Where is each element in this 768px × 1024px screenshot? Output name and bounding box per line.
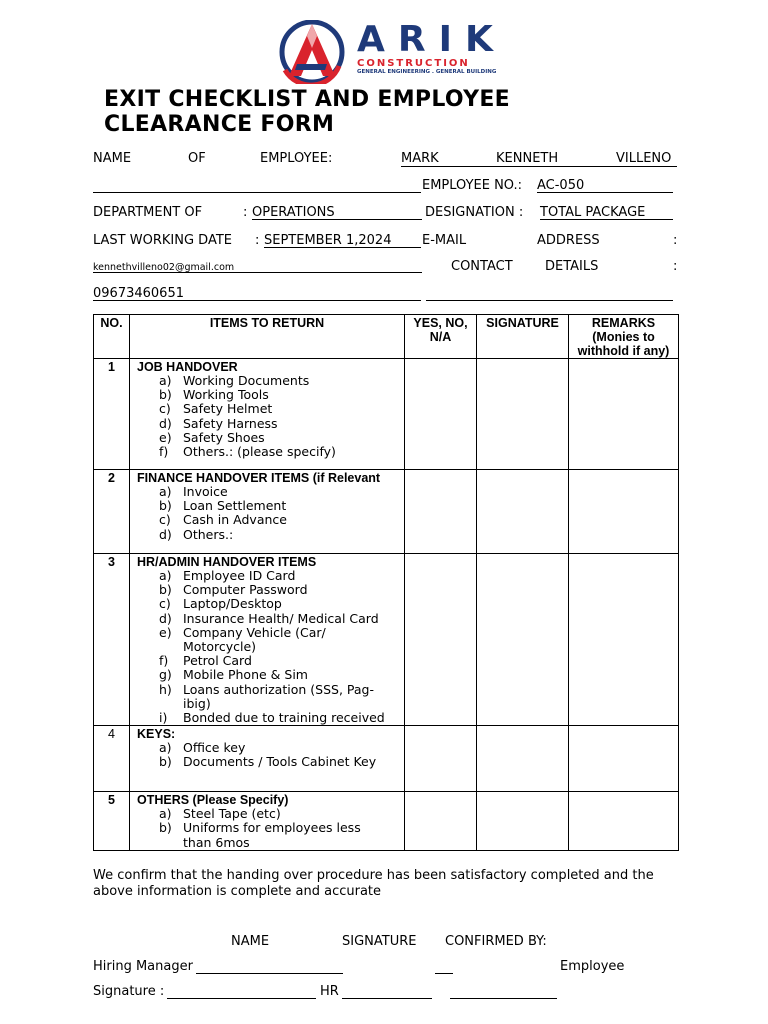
list-item: a) Invoice <box>159 484 228 499</box>
form-title <box>104 87 510 137</box>
clearance-table <box>93 314 679 851</box>
row-items <box>130 792 405 851</box>
sign-name-header: NAME <box>231 934 270 949</box>
company-logo-name: ARIK <box>357 19 506 60</box>
yes-no-cell[interactable] <box>405 792 477 851</box>
section-title: OTHERS (Please Specify) <box>137 793 289 808</box>
company-logo-mark <box>279 20 349 84</box>
remarks-cell[interactable] <box>569 359 679 470</box>
hr-signature-line[interactable] <box>450 998 557 999</box>
item-list <box>137 374 404 459</box>
section-title: FINANCE HANDOVER ITEMS (if Relevant <box>137 471 381 485</box>
col-header-signature: SIGNATURE <box>477 315 569 359</box>
list-item: a) Working Documents <box>159 373 310 388</box>
blank-line-2 <box>426 300 673 301</box>
designation-label: DESIGNATION : <box>425 205 524 220</box>
yes-no-cell[interactable] <box>405 726 477 792</box>
signature-label: Signature : <box>93 984 165 999</box>
last-working-date-value: SEPTEMBER 1,2024 <box>264 233 392 248</box>
yes-no-cell[interactable] <box>405 470 477 554</box>
remarks-cell[interactable] <box>569 726 679 792</box>
form-title-line-2: CLEARANCE FORM <box>104 112 335 137</box>
list-item: b) Documents / Tools Cabinet Key <box>159 754 377 770</box>
name-label-1: NAME <box>93 151 132 166</box>
employee-no-value: AC-050 <box>537 178 585 193</box>
email-value: kennethvilleno02@gmail.com <box>93 262 235 273</box>
contact-colon: : <box>673 259 678 274</box>
signature-cell[interactable] <box>477 554 569 726</box>
form-title-line-1: EXIT CHECKLIST AND EMPLOYEE <box>104 87 510 112</box>
remarks-cell[interactable] <box>569 792 679 851</box>
yes-no-cell[interactable] <box>405 359 477 470</box>
yes-no-cell[interactable] <box>405 554 477 726</box>
row-number: 1 <box>94 359 130 470</box>
row-items <box>130 359 405 470</box>
signature-cell[interactable] <box>477 470 569 554</box>
list-item: b) Uniforms for employees less than 6mos <box>159 820 361 850</box>
list-item: a) Employee ID Card <box>159 568 296 583</box>
list-item: c) Laptop/Desktop <box>159 596 282 612</box>
table-row <box>94 726 679 792</box>
signature-cell[interactable] <box>477 792 569 851</box>
row-items <box>130 470 405 554</box>
hiring-manager-name-line[interactable] <box>196 973 343 974</box>
list-item: f) Others.: (please specify) <box>159 444 336 460</box>
row-number: 4 <box>94 726 130 792</box>
department-label: DEPARTMENT OF <box>93 205 203 220</box>
email-colon: : <box>673 233 678 248</box>
sign-confirmed-by-header: CONFIRMED BY: <box>445 934 547 949</box>
item-list <box>137 569 404 725</box>
list-item: d) Safety Harness <box>159 415 278 431</box>
item-list <box>137 807 404 850</box>
hr-name-line[interactable] <box>342 998 432 999</box>
row-number: 2 <box>94 470 130 554</box>
blank-line <box>93 192 421 193</box>
col-header-items: ITEMS TO RETURN <box>130 315 405 359</box>
contact-label-2: DETAILS <box>545 259 599 274</box>
contact-label-1: CONTACT <box>451 259 513 274</box>
list-item: g) Mobile Phone & Sim <box>159 667 308 683</box>
contact-value: 09673460651 <box>93 286 184 301</box>
col-header-remarks: REMARKS (Monies to withhold if any) <box>569 315 679 359</box>
list-item: d) Others.: <box>159 526 234 542</box>
section-title: HR/ADMIN HANDOVER ITEMS <box>137 555 317 569</box>
name-label-2: OF <box>188 151 206 166</box>
department-value: OPERATIONS <box>252 205 335 220</box>
department-colon: : <box>243 205 248 220</box>
remarks-cell[interactable] <box>569 554 679 726</box>
list-item: e) Safety Shoes <box>159 429 265 445</box>
list-item: d) Insurance Health/ Medical Card <box>159 610 379 626</box>
item-list <box>137 485 404 542</box>
employee-name-part-2: KENNETH <box>496 151 559 166</box>
list-item: b) Computer Password <box>159 582 308 598</box>
list-item: i) Bonded due to training received <box>159 710 385 726</box>
email-label-2: ADDRESS <box>537 233 600 248</box>
signature-line[interactable] <box>167 998 316 999</box>
section-title: JOB HANDOVER <box>137 360 238 374</box>
list-item: f) Petrol Card <box>159 653 252 669</box>
signature-cell[interactable] <box>477 726 569 792</box>
employee-name-part-3: VILLENO <box>616 151 672 166</box>
remarks-cell[interactable] <box>569 470 679 554</box>
list-item: b) Loan Settlement <box>159 498 287 514</box>
table-row <box>94 470 679 554</box>
row-items <box>130 554 405 726</box>
hr-label: HR <box>320 984 339 999</box>
employee-no-label: EMPLOYEE NO.: <box>422 178 523 193</box>
table-row <box>94 792 679 851</box>
company-logo-tagline: CONSTRUCTION <box>357 58 470 69</box>
table-row <box>94 554 679 726</box>
list-item: e) Company Vehicle (Car/ Motorcycle) <box>159 624 326 655</box>
company-logo-subtagline: GENERAL ENGINEERING . GENERAL BUILDING <box>357 69 497 75</box>
confirmation-statement: We confirm that the handing over procedure has been satisfactory completed and the above information is complete and accurate <box>93 868 654 899</box>
list-item: c) Cash in Advance <box>159 512 287 528</box>
table-header-row <box>94 315 679 359</box>
last-working-date-colon: : <box>255 233 260 248</box>
list-item: a) Office key <box>159 740 246 756</box>
designation-value: TOTAL PACKAGE <box>540 205 646 220</box>
name-label-3: EMPLOYEE: <box>260 151 333 166</box>
row-number: 3 <box>94 554 130 726</box>
hiring-manager-signature-line[interactable] <box>435 973 453 974</box>
email-label-1: E-MAIL <box>422 233 467 248</box>
col-header-yes-no: YES, NO, N/A <box>405 315 477 359</box>
list-item: a) Steel Tape (etc) <box>159 806 281 822</box>
row-items <box>130 726 405 792</box>
list-item: h) Loans authorization (SSS, Pag-ibig) <box>159 681 374 711</box>
table-row <box>94 359 679 470</box>
item-list <box>137 741 404 769</box>
employee-label: Employee <box>560 959 625 974</box>
row-number: 5 <box>94 792 130 851</box>
col-header-no: NO. <box>94 315 130 359</box>
sign-signature-header: SIGNATURE <box>342 934 417 949</box>
signature-cell[interactable] <box>477 359 569 470</box>
last-working-date-label: LAST WORKING DATE <box>93 233 232 248</box>
employee-name-part-1: MARK <box>401 151 439 166</box>
list-item: b) Working Tools <box>159 387 269 403</box>
section-title: KEYS: <box>137 727 176 742</box>
list-item: c) Safety Helmet <box>159 401 273 417</box>
hiring-manager-label: Hiring Manager <box>93 959 193 974</box>
